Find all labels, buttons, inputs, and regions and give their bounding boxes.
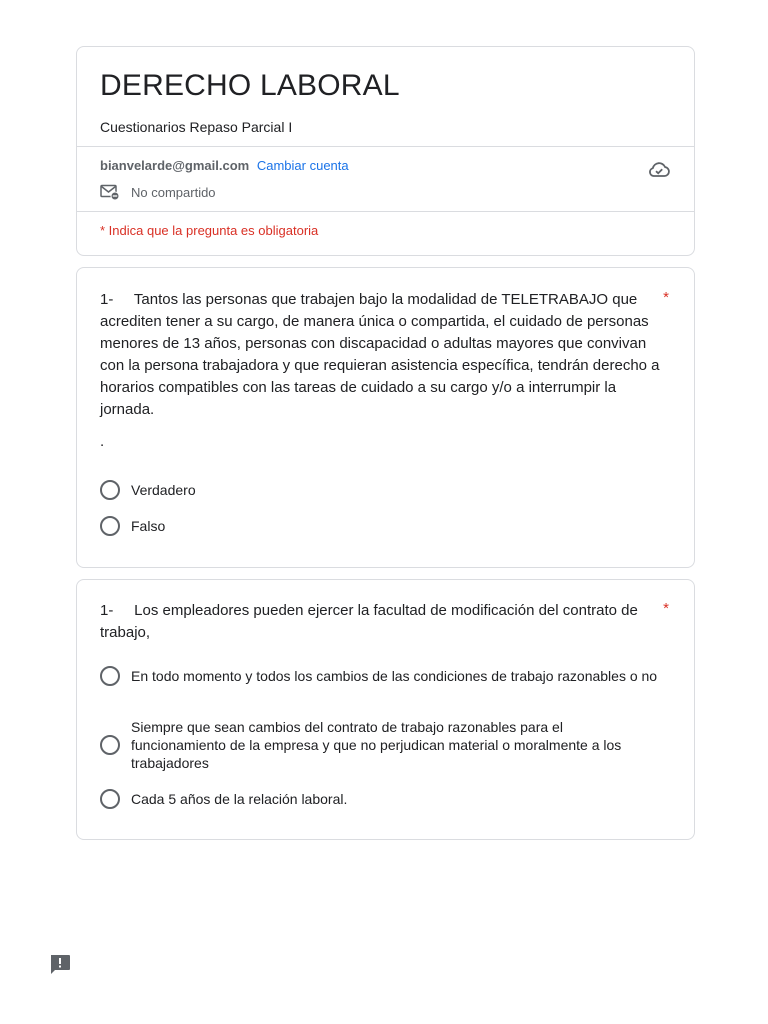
required-asterisk: * [663, 289, 669, 306]
radio-option[interactable] [100, 789, 661, 809]
question-card [76, 579, 695, 840]
feedback-icon[interactable] [49, 953, 71, 975]
radio-button[interactable] [100, 516, 120, 536]
form-header-card [76, 46, 695, 256]
option-label: Verdadero [131, 482, 196, 498]
required-asterisk: * [663, 600, 669, 617]
question-extra-text: . [100, 433, 105, 450]
required-note: * Indica que la pregunta es obligatoria [100, 223, 319, 238]
form-title: DERECHO LABORAL [100, 69, 400, 102]
option-label: Cada 5 años de la relación laboral. [131, 791, 348, 807]
radio-button[interactable] [100, 789, 120, 809]
header-divider [77, 146, 694, 147]
radio-option[interactable] [100, 718, 661, 772]
option-label: Siempre que sean cambios del contrato de trabajo razonables para el funcionamiento de la empresa y que no perjudican material o moralmente a los trabajadores [131, 719, 622, 771]
radio-button[interactable] [100, 666, 120, 686]
question-text: 1- Los empleadores pueden ejercer la facultad de modificación del contrato de trabajo, [100, 602, 642, 641]
account-divider [77, 211, 694, 212]
account-row [100, 157, 349, 175]
cloud-check-icon[interactable] [647, 157, 671, 181]
radio-option[interactable] [100, 666, 661, 686]
account-email: bianvelarde@gmail.com [100, 158, 250, 173]
radio-option[interactable] [100, 516, 661, 536]
option-label: Falso [131, 518, 166, 534]
switch-account-link[interactable]: Cambiar cuenta [256, 158, 349, 173]
option-label: En todo momento y todos los cambios de las condiciones de trabajo razonables o no [131, 668, 658, 684]
radio-option[interactable] [100, 480, 661, 500]
radio-button[interactable] [100, 480, 120, 500]
mail-not-shared-icon [100, 184, 120, 200]
radio-button[interactable] [100, 735, 120, 755]
question-text: 1- Tantos las personas que trabajen bajo la modalidad de TELETRABAJO que acrediten tener a su cargo, de manera única o compartida, el cuidado de personas menores de 13 años, personas con discapacidad o adultas mayores que convivan con la persona trabajadora y que requieran asistencia específica, tendrán derecho a horarios compatibles con las tareas de cuidado a su cargo y/o a interrumpir la jornada. [100, 291, 664, 418]
share-status-row [100, 182, 216, 202]
question-card [76, 267, 695, 568]
form-description: Cuestionarios Repaso Parcial I [100, 119, 293, 135]
share-status-text: No compartido [131, 184, 216, 200]
